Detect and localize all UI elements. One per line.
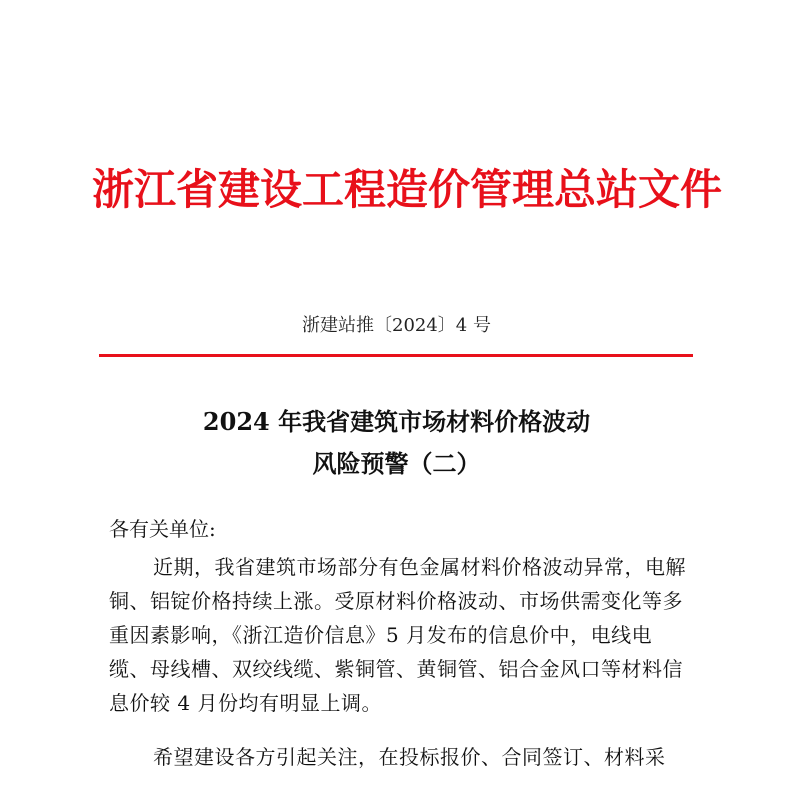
document-title-line-2: 风险预警（二） [312, 449, 481, 478]
salutation: 各有关单位: [109, 517, 216, 541]
issuing-organization-header: 浙江省建设工程造价管理总站文件 [92, 165, 723, 214]
red-divider-line [99, 354, 693, 357]
body-paragraph-1: 近期，我省建筑市场部分有色金属材料价格波动异常，电解铜、铝锭价格持续上涨。受原材料价格波动、市场供需变化等多重因素影响，《浙江造价信息》5 月发布的信息价中，电线电缆、母线槽、双绞线缆、紫铜管、黄铜管、铝合金风口等材料信息价较 4 月份均有明显上调。 [109, 555, 686, 715]
document-number: 浙建站推〔2024〕4 号 [302, 315, 491, 336]
document-title-line-1: 2024 年我省建筑市场材料价格波动 [202, 407, 591, 436]
body-paragraph-2: 希望建设各方引起关注，在投标报价、合同签订、材料采 [153, 745, 666, 769]
